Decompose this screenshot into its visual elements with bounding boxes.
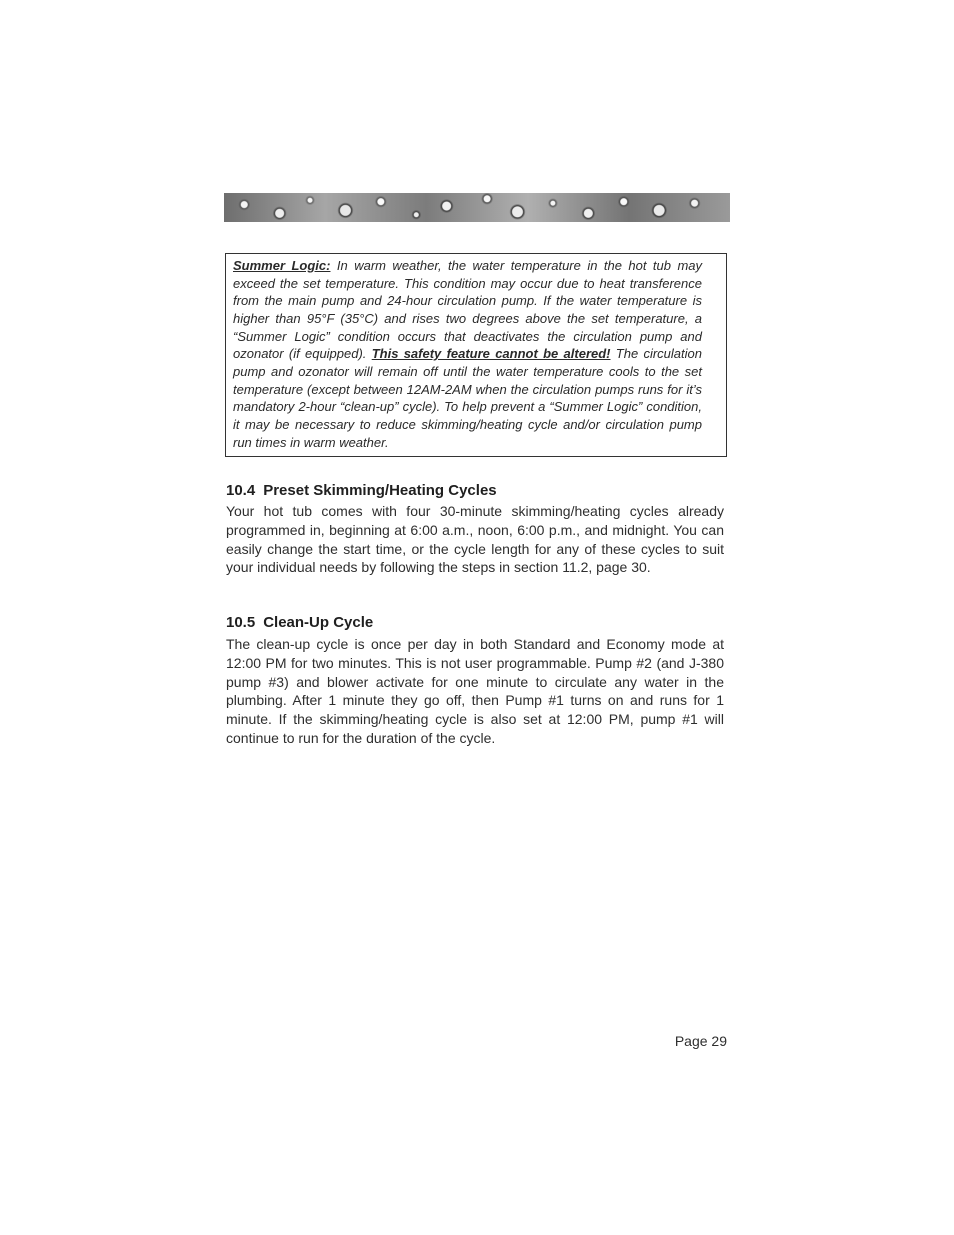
section-number: 10.4 <box>226 482 256 499</box>
section-number: 10.5 <box>226 614 256 631</box>
section-heading-10-4 <box>226 482 497 499</box>
section-heading-10-5 <box>226 614 373 631</box>
section-body-10-4: Your hot tub comes with four 30-minute skimming/heating cycles already programmed in, beginning at 6:00 a.m., noon, 6:00 p.m., and midnight. You can easily change the start time, or the cycle length for any of these cycles to suit your individual needs by following the steps in section 11.2, page 30. <box>226 503 724 576</box>
section-title: Clean-Up Cycle <box>263 614 374 631</box>
header-banner-image <box>224 193 730 222</box>
summer-logic-warning: This safety feature cannot be altered! <box>371 346 611 362</box>
summer-logic-label: Summer Logic: <box>233 258 331 273</box>
summer-logic-text-2: The circulation pump and ozonator will remain off until the water temperature cools to the set temperature (except between 12AM-2AM when the circulation pumps runs for it’s mandatory 2-hour “clean-up” cycle). To help prevent a “Summer Logic” condition, it may be necessary to reduce skimming/heating cycle and/or circulation pump run times in warm weather. <box>233 346 702 450</box>
summer-logic-text-1: In warm weather, the water temperature in the hot tub may exceed the set temperature. This condition may occur due to heat transference from the main pump and 24-hour circulation pump. If the water temperature is higher than 95°F (35°C) and rises two degrees above the set temperature, a “Summer Logic” condition occurs that deactivates the circulation pump and ozonator (if equipped). <box>233 258 702 362</box>
section-title: Preset Skimming/Heating Cycles <box>263 482 497 499</box>
page-number: Page 29 <box>674 1033 727 1049</box>
section-body-10-5: The clean-up cycle is once per day in both Standard and Economy mode at 12:00 PM for two minutes. This is not user programmable. Pump #2 (and J-380 pump #3) and blower activate for one minute to circulate any water in the plumbing. After 1 minute they go off, then Pump #1 turns on and runs for 1 minute. If the skimming/heating cycle is also set at 12:00 PM, pump #1 will continue to run for the duration of the cycle. <box>226 636 724 746</box>
summer-logic-notice <box>225 253 727 457</box>
